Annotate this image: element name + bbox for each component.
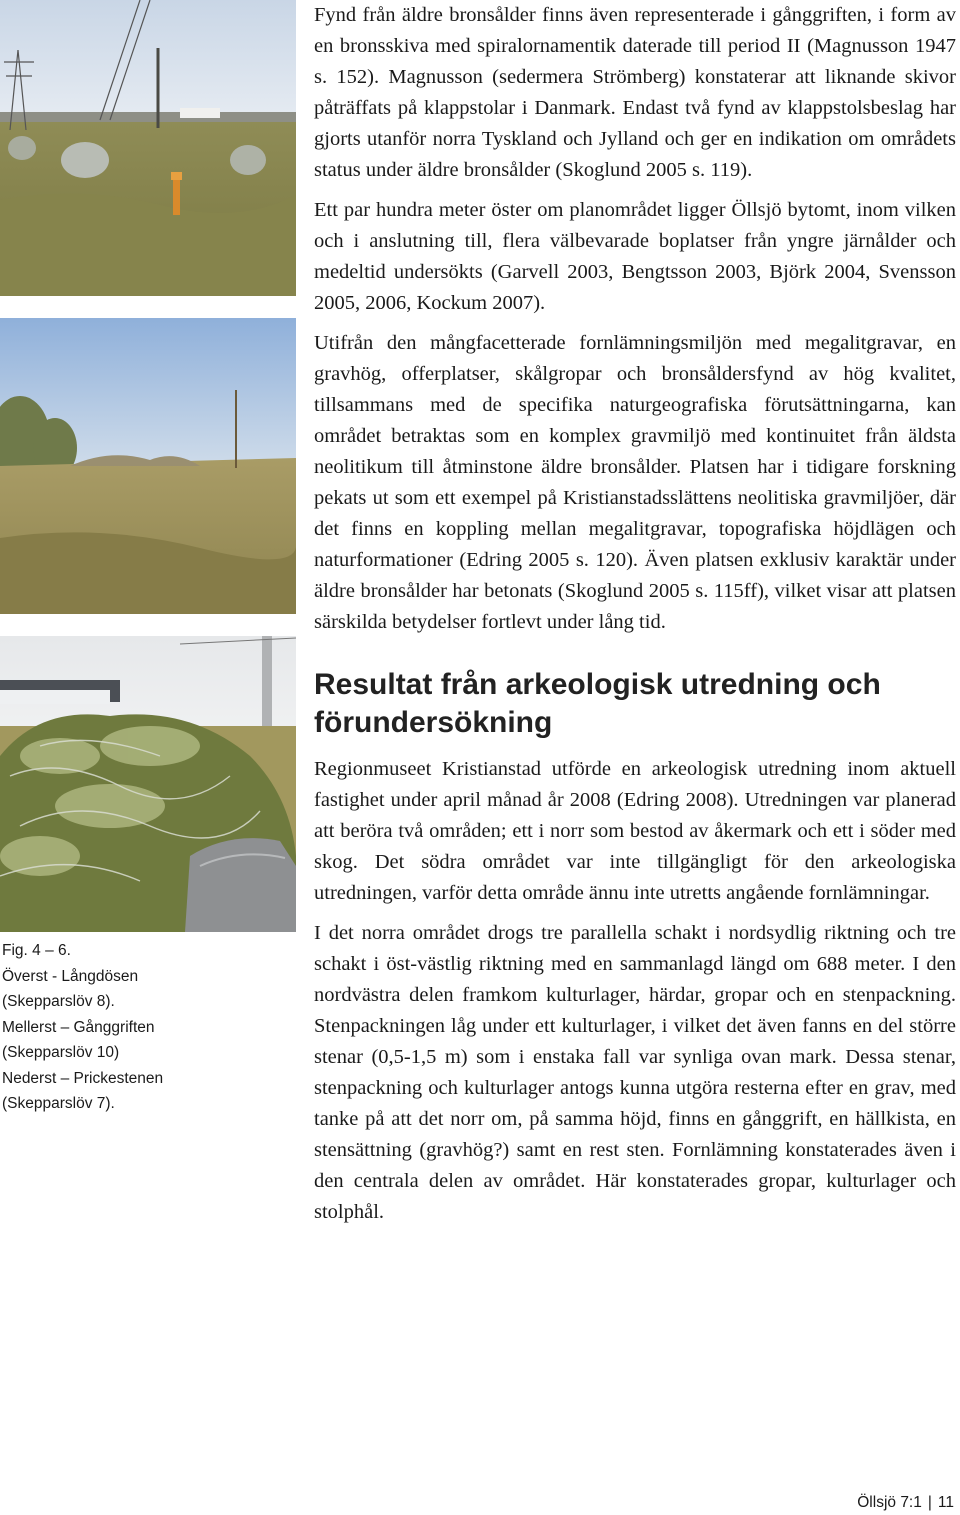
caption-line: Fig. 4 – 6. [2, 942, 71, 959]
footer-separator: | [927, 1494, 932, 1511]
section-heading: Resultat från arkeologisk utredning och förundersökning [314, 668, 881, 739]
photo-langdosen [0, 0, 296, 296]
caption-line: (Skepparslöv 8). [2, 993, 115, 1010]
main-text-column [314, 0, 956, 1237]
caption-line: (Skepparslöv 10) [2, 1044, 120, 1061]
body-paragraph: Regionmuseet Kristianstad utförde en arkeologisk utredning inom aktuell fastighet under april månad år 2008 (Edring 2008). Utredningen var planerad att beröra två områden; ett i norr som bestod av åkermark och ett i söder med skog. Det södra området var inte tillgängligt för den arkeologiska utredningen, varför detta område ännu inte utretts angående fornlämningar. [314, 758, 956, 904]
photo-ganggriften [0, 318, 296, 614]
footer-title: Öllsjö 7:1 [857, 1494, 922, 1511]
photo-prickestenen [0, 636, 296, 932]
boulder-photo-graphic [0, 636, 296, 932]
caption-line: Överst - Långdösen [2, 967, 139, 985]
body-paragraph: Utifrån den mångfacetterade fornlämningsmiljön med megalitgravar, en gravhög, offerplatser, skålgropar och bronsåldersfynd av hög kvalitet, tillsammans med de specifika naturgeografiska förutsättningarna, kan området betraktas som en komplex gravmiljö med kontinuitet från äldsta neolitikum till åtminstone äldre bronsålder. Platsen har i tidigare forskning pekats ut som ett exempel på Kristianstadsslättens neolitiska gravmiljöer, där det finns en koppling mellan megalitgravar, topografiska höjdlägen och naturformationer (Edring 2005 s. 120). Även platsen exklusiv karaktär under äldre bronsålder har betonats (Skoglund 2005 s. 115ff), vilket visar att platsen särskilda betydelser fortlevt under lång tid. [314, 332, 956, 633]
body-paragraph: Ett par hundra meter öster om planområdet ligger Öllsjö bytomt, inom vilken och i anslutning till, flera välbevarade boplatser från yngre järnålder och medeltid undersökts (Garvell 2003, Bengtsson 2003, Björk 2004, Svensson 2005, 2006, Kockum 2007). [314, 199, 956, 314]
caption-line: (Skepparslöv 7). [2, 1095, 115, 1112]
landscape-photo-graphic [0, 0, 296, 296]
field-photo-graphic [0, 318, 296, 614]
page-number: 11 [937, 1494, 954, 1511]
body-paragraph: Fynd från äldre bronsålder finns även representerade i gånggriften, i form av en bronsskiva med spiralornamentik daterade till period II (Magnusson 1947 s. 152). Magnusson (sedermera Strömberg) konstaterar att liknande skivor påträffats på klappstolar i Danmark. Endast två fynd av klappstolsbeslag har gjorts utanför norra Tyskland och Jylland och ger en indikation om områdets status under äldre bronsålder (Skoglund 2005 s. 119). [314, 4, 956, 181]
caption-line: Nederst – Prickestenen [2, 1069, 164, 1087]
body-paragraph: I det norra området drogs tre parallella schakt i nordsydlig riktning och tre schakt i öst-västlig riktning med en sammanlagd längd om 688 meter. I den nordvästra delen framkom kulturlager, härdar, gropar och en stenpackning. Stenpackningen låg under ett kulturlager, i vilket det även fanns en del större stenar (0,5-1,5 m) som i enstaka fall var synliga ovan mark. Dessa stenar, stenpackning och kulturlager antogs kunna utgöra resterna efter en grav, med tanke på att det norr om, på samma höjd, finns en gånggrift, en hällkista, en stensättning (gravhög?) samt en rest sten. Fornlämning konstaterades även i den centrala delen av området. Här konstaterades gropar, kulturlager och stolphål. [314, 922, 956, 1223]
page-footer [857, 1494, 954, 1512]
caption-line: Mellerst – Gånggriften [2, 1018, 155, 1036]
figure-caption [2, 938, 192, 1117]
